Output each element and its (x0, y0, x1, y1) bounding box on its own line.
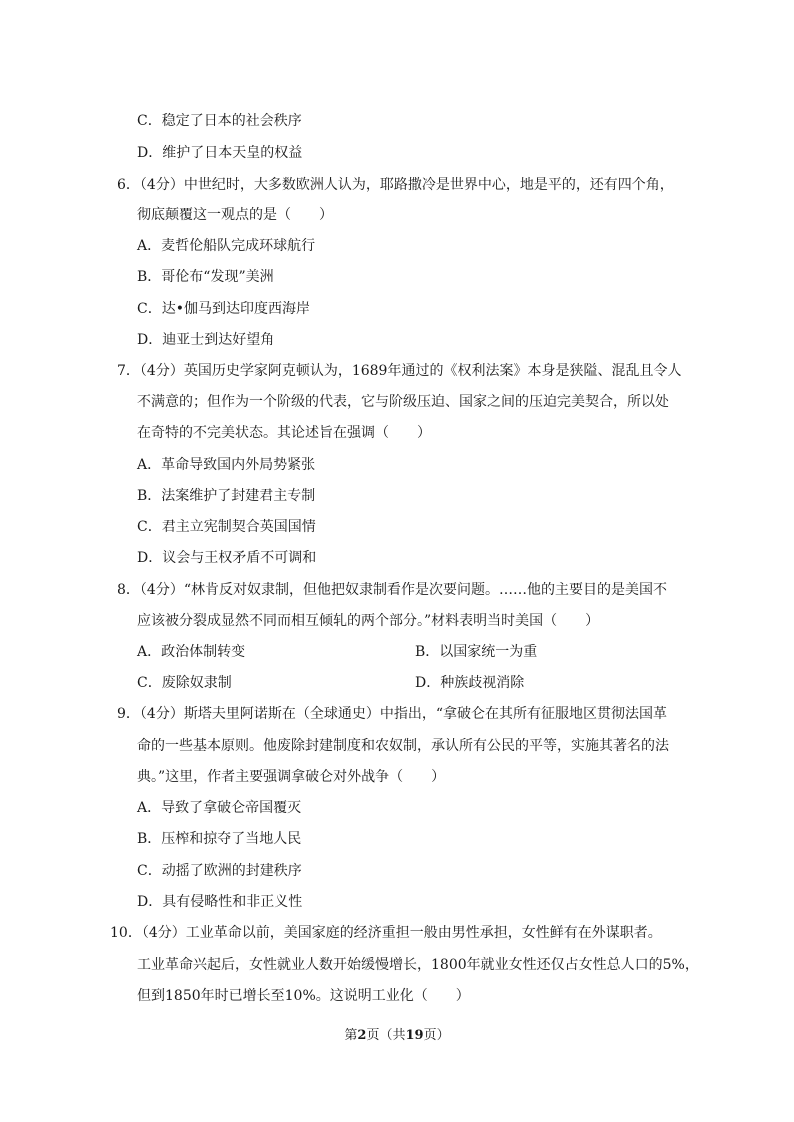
q7-stem-line2: 不满意的；但作为一个阶级的代表，它与阶级压迫、国家之间的压迫完美契合，所以处 (137, 394, 669, 410)
q9-option-b: B．压榨和掠夺了当地人民 (137, 831, 302, 847)
q8-option-b: B．以国家统一为重 (415, 644, 538, 660)
q7-stem-line3: 在奇特的不完美状态。其论述旨在强调（ ） (137, 425, 431, 441)
footer-page-number: 2 (357, 1028, 367, 1043)
q10-stem-line2: 工业革命兴起后，女性就业人数开始缓慢增长，1800年就业女性还仅占女性总人口的5%， (137, 957, 699, 973)
q9-option-a: A．导致了拿破仑帝国覆灭 (137, 800, 302, 816)
q5-option-d: D．维护了日本天皇的权益 (137, 145, 303, 161)
q6-option-a: A．麦哲伦船队完成环球航行 (137, 238, 316, 254)
q8-stem-line1: 8．（4分）“林肯反对奴隶制，但他把奴隶制看作是次要问题。……他的主要目的是美国不 (117, 582, 667, 598)
q7-option-d: D．议会与王权矛盾不可调和 (137, 550, 317, 566)
footer-total-pages: 19 (405, 1028, 424, 1043)
q7-option-b: B．法案维护了封建君主专制 (137, 488, 316, 504)
q5-option-c: C．稳定了日本的社会秩序 (137, 113, 302, 129)
q9-stem-line3: 典。”这里，作者主要强调拿破仑对外战争（ ） (137, 769, 446, 785)
q6-stem-line1: 6．（4分）中世纪时，大多数欧洲人认为，耶路撒冷是世界中心，地是平的，还有四个角， (117, 177, 674, 193)
q10-stem-line3: 但到1850年时已增长至10%。这说明工业化（ ） (137, 988, 470, 1004)
q9-option-c: C．动摇了欧洲的封建秩序 (137, 863, 302, 879)
q9-stem-line2: 命的一些基本原则。他废除封建制度和农奴制，承认所有公民的平等，实施其著名的法 (137, 738, 669, 754)
q7-stem-line1: 7．（4分）英国历史学家阿克顿认为，1689年通过的《权利法案》本身是狭隘、混乱且令人 (117, 363, 682, 379)
q6-stem-line2: 彻底颠覆这一观点的是（ ） (137, 207, 333, 223)
q10-stem-line1: 10．（4分）工业革命以前，美国家庭的经济重担一般由男性承担，女性鲜有在外谋职者。 (110, 925, 662, 941)
footer-prefix: 第 (344, 1028, 358, 1043)
footer-suffix: 页） (423, 1028, 450, 1043)
q9-stem-line1: 9．（4分）斯塔夫里阿诺斯在（全球通史）中指出，“拿破仑在其所有征服地区贯彻法国革 (117, 706, 667, 722)
q7-option-a: A．革命导致国内外局势紧张 (137, 457, 316, 473)
q6-option-d: D．迪亚士到达好望角 (137, 332, 275, 348)
q6-option-c: C．达•伽马到达印度西海岸 (137, 301, 310, 317)
q7-option-c: C．君主立宪制契合英国国情 (137, 519, 316, 535)
q9-option-d: D．具有侵略性和非正义性 (137, 894, 303, 910)
q6-option-b: B．哥伦布“发现”美洲 (137, 269, 274, 285)
q8-option-c: C．废除奴隶制 (137, 675, 232, 691)
footer-middle: 页（共 (366, 1028, 406, 1043)
q8-option-a: A．政治体制转变 (137, 644, 246, 660)
page-footer (0, 1024, 794, 1043)
q8-option-d: D．种族歧视消除 (415, 675, 525, 691)
q8-stem-line2: 应该被分裂成显然不同而相互倾轧的两个部分。”材料表明当时美国（ ） (137, 613, 600, 629)
